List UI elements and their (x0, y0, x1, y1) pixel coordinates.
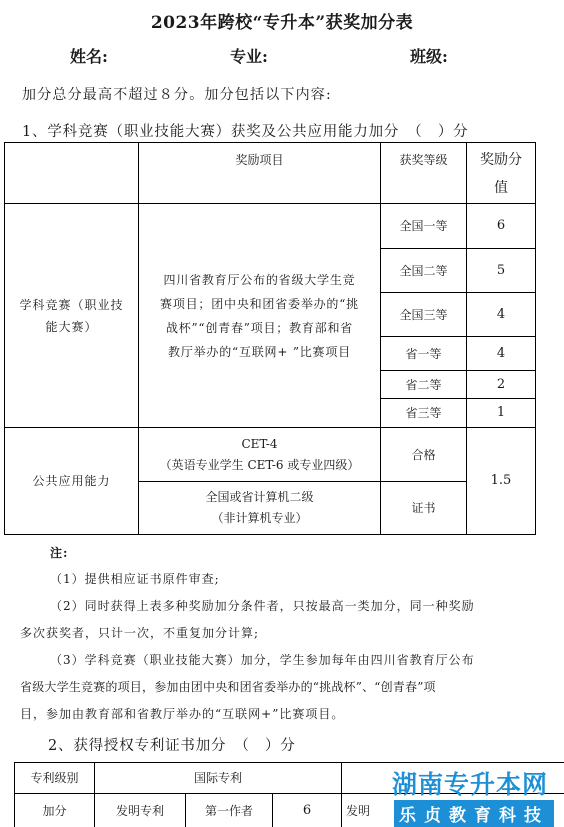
class-label: 班级: (410, 47, 448, 66)
item-line: CET-4 (241, 436, 278, 451)
category-line: 能大赛） (45, 319, 98, 334)
watermark-logo-title: 湖南专升本网 (391, 770, 548, 799)
patent-level-value: 国际专利 (193, 771, 242, 785)
description-line: 教厅举办的“互联网+ ”比赛项目 (168, 344, 351, 359)
patent-author: 第一作者 (204, 803, 253, 818)
score-province-second: 2 (496, 376, 506, 392)
patent-score-label: 加分 (42, 803, 67, 818)
patent-level-label: 专利级别 (30, 771, 79, 785)
note-line: 省级大学生竞赛的项目，参加由团中央和团省委举办的“挑战杯”、“创青春”项 (20, 680, 436, 694)
header-award-item: 奖励项目 (235, 153, 284, 167)
public-item-computer (139, 482, 380, 534)
name-label: 姓名: (70, 47, 108, 66)
public-item-cet-level: 合格 (411, 447, 436, 462)
item-line: （英语专业学生 CET-6 或专业四级） (159, 457, 360, 472)
header-score-line2: 值 (494, 180, 508, 196)
score-national-second: 5 (496, 262, 506, 278)
patent-score: 6 (302, 802, 312, 818)
intro-text: 加分总分最高不超过８分。加分包括以下内容: (22, 87, 332, 103)
item-line: 全国或省计算机二级 (205, 490, 314, 504)
score-national-third: 4 (496, 306, 506, 322)
public-item-cet (139, 428, 380, 481)
level-national-third: 全国三等 (399, 307, 448, 322)
score-national-first: 6 (496, 218, 506, 233)
score-province-first: 4 (496, 345, 506, 361)
note-line: 多次获奖者，只计一次，不重复加分计算; (20, 626, 260, 640)
note-line: （1）提供相应证书原件审查; (50, 572, 220, 586)
patent-next-cell: 发明 (346, 803, 371, 818)
section1-heading: 1、学科竞赛（职业技能大赛）获奖及公共应用能力加分 （ ）分 (22, 124, 469, 140)
level-province-first: 省一等 (405, 346, 442, 361)
public-category: 公共应用能力 (32, 474, 111, 488)
score-province-third: 1 (496, 405, 506, 420)
level-national-first: 全国一等 (399, 219, 448, 233)
note-line: 目，参加由教育部和省教厅举办的“互联网+”比赛项目。 (20, 707, 345, 721)
competition-category (5, 204, 138, 427)
header-score-line1: 奖励分 (480, 152, 522, 168)
level-province-third: 省三等 (405, 406, 442, 420)
item-line: （非计算机专业） (211, 511, 308, 525)
level-national-second: 全国二等 (399, 263, 448, 278)
notes-heading: 注: (50, 546, 69, 560)
level-province-second: 省二等 (405, 377, 442, 392)
watermark-logo-subtitle: 乐贞教育科技 (394, 800, 554, 827)
header-award-level: 获奖等级 (399, 153, 448, 167)
description-line: 四川省教育厅公布的省级大学生竞 (163, 272, 356, 287)
description-line: 赛项目；团中央和团省委举办的“挑 (160, 296, 359, 311)
note-line: （3）学科竞赛（职业技能大赛）加分，学生参加每年由四川省教育厅公布 (50, 653, 475, 667)
major-label: 专业: (230, 47, 268, 66)
section2-heading: 2、获得授权专利证书加分 （ ）分 (48, 738, 296, 754)
public-item-computer-level: 证书 (411, 501, 436, 515)
category-line: 学科竞赛（职业技 (19, 297, 124, 312)
description-line: 战杯”“创青春”项目；教育部和省 (165, 320, 354, 335)
patent-type: 发明专利 (115, 803, 164, 818)
note-line: （2）同时获得上表多种奖励加分条件者，只按最高一类加分，同一种奖励 (50, 599, 475, 613)
public-score: 1.5 (490, 473, 512, 488)
page-title: 2023年跨校“专升本”获奖加分表 (150, 13, 414, 33)
competition-description (139, 204, 380, 427)
